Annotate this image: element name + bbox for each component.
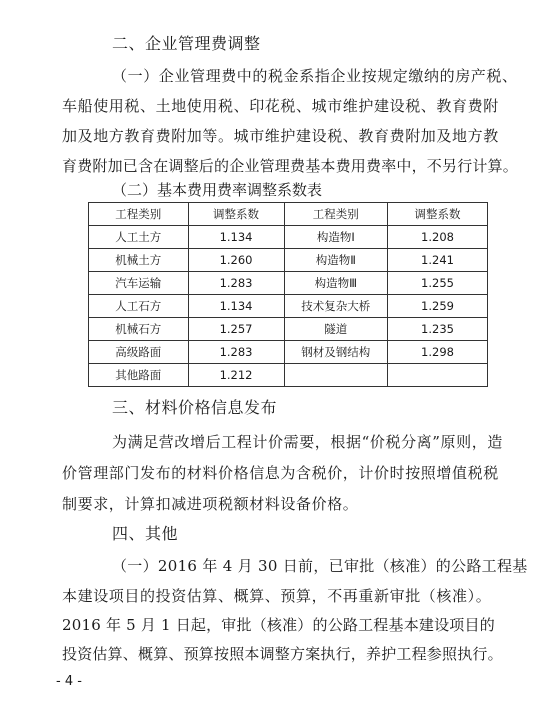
table-cell: 1.208 — [388, 226, 488, 249]
table-cell: 1.235 — [388, 318, 488, 341]
table-cell: 人工土方 — [89, 226, 189, 249]
page-number: - 4 - — [56, 674, 82, 689]
table-row — [89, 272, 488, 295]
table-row — [89, 295, 488, 318]
table-cell: 1.255 — [388, 272, 488, 295]
table-header-row — [89, 203, 488, 226]
table-cell: 机械石方 — [89, 318, 189, 341]
table-cell: 1.260 — [188, 249, 284, 272]
table-cell: 人工石方 — [89, 295, 189, 318]
header-cell: 工程类别 — [89, 203, 189, 226]
table-cell: 1.257 — [188, 318, 284, 341]
table-cell: 其他路面 — [89, 364, 189, 387]
table-cell: 1.212 — [188, 364, 284, 387]
table-cell: 构造物Ⅲ — [284, 272, 388, 295]
section-3-para-line-2: 价管理部门发布的材料价格信息为含税价，计价时按照增值税税 — [62, 464, 499, 482]
section-4-para-line-2: 本建设项目的投资估算、概算、预算，不再重新审批（核准）。 — [62, 587, 492, 605]
table-cell — [284, 364, 388, 387]
table-cell: 1.259 — [388, 295, 488, 318]
table-cell: 1.298 — [388, 341, 488, 364]
table-cell: 隧道 — [284, 318, 388, 341]
table-row — [89, 249, 488, 272]
table-cell: 汽车运输 — [89, 272, 189, 295]
table-cell: 1.283 — [188, 272, 284, 295]
header-cell: 工程类别 — [284, 203, 388, 226]
section-3-para-line-3: 制要求，计算扣减进项税额材料设备价格。 — [62, 495, 359, 513]
table-cell: 机械土方 — [89, 249, 189, 272]
table-cell: 高级路面 — [89, 341, 189, 364]
section-2-para-line-4: 育费附加已含在调整后的企业管理费基本费用费率中，不另行计算。 — [62, 157, 519, 175]
table-row — [89, 364, 488, 387]
table-cell: 1.134 — [188, 295, 284, 318]
adjustment-coefficient-table — [88, 202, 488, 387]
section-3-para-line-1: 为满足营改增后工程计价需要，根据“价税分离”原则，造 — [112, 433, 503, 451]
table-cell: 1.241 — [388, 249, 488, 272]
section-2-para-line-1: （一）企业管理费中的税金系指企业按规定缴纳的房产税、 — [112, 67, 518, 85]
table-row — [89, 226, 488, 249]
section-4-heading: 四、其他 — [112, 524, 179, 543]
section-3-heading: 三、材料价格信息发布 — [112, 398, 278, 417]
table-cell: 构造物Ⅱ — [284, 249, 388, 272]
section-4-para-line-1: （一）2016 年 4 月 30 日前，已审批（核准）的公路工程基 — [112, 557, 528, 575]
table-row — [89, 318, 488, 341]
section-2-para-line-3: 加及地方教育费附加等。城市维护建设税、教育费附加及地方教 — [62, 127, 499, 145]
section-2-para-line-2: 车船使用税、土地使用税、印花税、城市维护建设税、教育费附 — [62, 97, 499, 115]
section-2-heading: 二、企业管理费调整 — [112, 34, 261, 53]
table-row — [89, 341, 488, 364]
header-cell: 调整系数 — [188, 203, 284, 226]
table-cell: 技术复杂大桥 — [284, 295, 388, 318]
table-cell: 1.134 — [188, 226, 284, 249]
table-cell: 1.283 — [188, 341, 284, 364]
table-title: （二）基本费用费率调整系数表 — [112, 181, 323, 199]
section-4-para-line-4: 投资估算、概算、预算按照本调整方案执行，养护工程参照执行。 — [62, 645, 503, 663]
table-cell: 钢材及钢结构 — [284, 341, 388, 364]
table-cell — [388, 364, 488, 387]
section-4-para-line-3: 2016 年 5 月 1 日起，审批（核准）的公路工程基本建设项目的 — [62, 616, 495, 634]
header-cell: 调整系数 — [388, 203, 488, 226]
table-cell: 构造物Ⅰ — [284, 226, 388, 249]
